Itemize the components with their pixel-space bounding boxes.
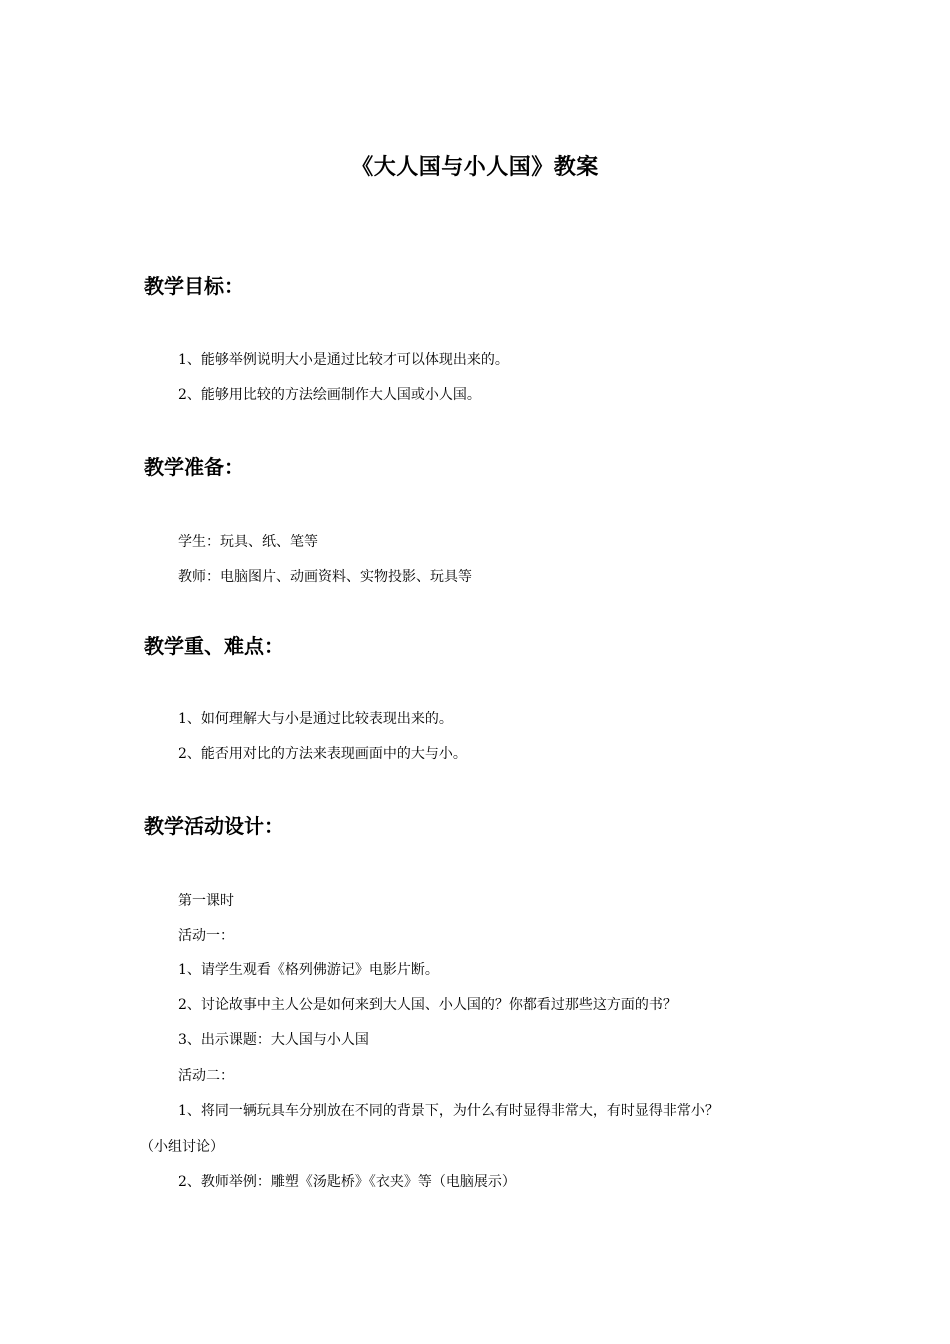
activities-heading: 教学活动设计：: [144, 814, 284, 838]
preparation-item: 教师：电脑图片、动画资料、实物投影、玩具等: [178, 569, 472, 585]
objectives-item: 1、能够举例说明大小是通过比较才可以体现出来的。: [178, 352, 509, 368]
preparation-heading: 教学准备：: [144, 455, 244, 479]
objectives-heading: 教学目标：: [144, 274, 244, 298]
key-points-heading: 教学重、难点：: [144, 634, 284, 658]
activity1-item: 1、请学生观看《格列佛游记》电影片断。: [178, 962, 439, 978]
activity1-item: 2、讨论故事中主人公是如何来到大人国、小人国的？你都看过那些这方面的书？: [178, 997, 677, 1013]
document-title: 《大人国与小人国》教案: [351, 155, 599, 180]
objectives-item: 2、能够用比较的方法绘画制作大人国或小人国。: [178, 387, 481, 403]
activity2-label: 活动二：: [178, 1068, 234, 1084]
activity2-item: 1、将同一辆玩具车分别放在不同的背景下，为什么有时显得非常大，有时显得非常小？: [178, 1103, 719, 1119]
activity2-item: 2、教师举例：雕塑《汤匙桥》《衣夹》等（电脑展示）: [178, 1174, 516, 1190]
activity1-label: 活动一：: [178, 928, 234, 944]
lesson-label: 第一课时: [178, 893, 234, 909]
activity1-item: 3、出示课题：大人国与小人国: [178, 1032, 369, 1048]
preparation-item: 学生：玩具、纸、笔等: [178, 534, 318, 550]
key-points-item: 2、能否用对比的方法来表现画面中的大与小。: [178, 746, 467, 762]
activity2-item-continuation: （小组讨论）: [140, 1139, 224, 1155]
key-points-item: 1、如何理解大与小是通过比较表现出来的。: [178, 711, 453, 727]
